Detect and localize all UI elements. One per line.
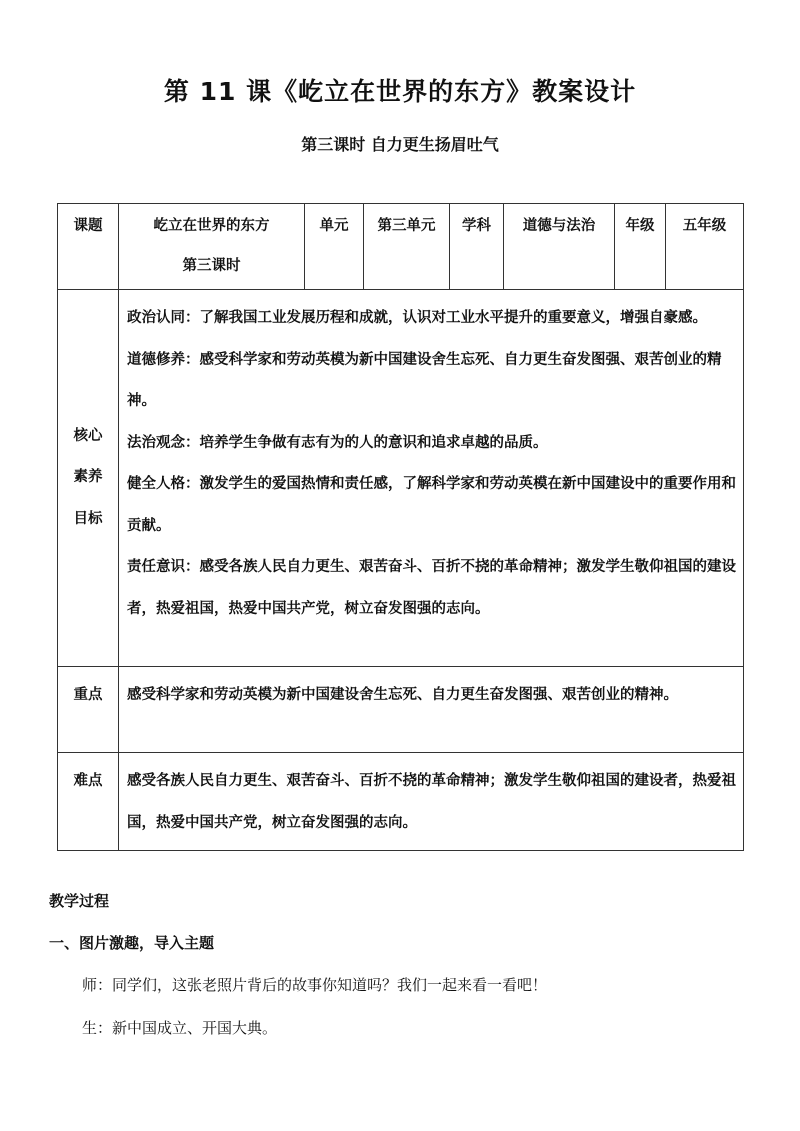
grade-label: 年级 [625,218,655,234]
grade-label-cell [615,204,666,290]
core-label-line2: 素养 [73,469,103,486]
teacher-line: 师：同学们，这张老照片背后的故事你知道吗？我们一起来看一看吧！ [82,976,548,994]
core-literacy-row [58,290,744,667]
goal-sound-personality: 健全人格：激发学生的爱国热情和责任感，了解科学家和劳动英模在新中国建设中的重要作用和贡献。 [127,476,736,534]
key-point-label-cell [58,667,119,753]
course-value-cell [119,204,305,290]
goal-political-identity: 政治认同：了解我国工业发展历程和成就，认识对工业水平提升的重要意义，增强自豪感。 [127,310,707,326]
section-one-title: 一、图片激趣，导入主题 [49,934,215,952]
core-label-line3: 目标 [73,510,103,527]
course-value-line1: 屹立在世界的东方 [153,218,270,234]
course-value-line2: 第三课时 [182,258,241,274]
unit-label-cell [305,204,364,290]
core-label-cell [58,290,119,667]
difficulty-label-cell [58,753,119,851]
key-point-row [58,667,744,753]
difficulty-row [58,753,744,851]
subject-value: 道德与法治 [522,218,596,234]
course-label-cell [58,204,119,290]
student-line: 生：新中国成立、开国大典。 [82,1019,278,1037]
unit-value: 第三单元 [377,218,436,234]
document-subtitle: 第三课时 自力更生扬眉吐气 [301,135,499,154]
lesson-plan-table [57,203,744,851]
grade-value: 五年级 [682,218,727,234]
unit-label: 单元 [319,218,349,234]
difficulty-text: 感受各族人民自力更生、艰苦奋斗、百折不挠的革命精神；激发学生敬仰祖国的建设者，热爱祖国，热爱中国共产党，树立奋发图强的志向。 [127,773,736,831]
key-point-text: 感受科学家和劳动英模为新中国建设舍生忘死、自力更生奋发图强、艰苦创业的精神。 [127,687,678,703]
unit-value-cell [364,204,450,290]
core-goals-cell [119,290,744,667]
subject-label: 学科 [462,218,491,234]
goal-rule-of-law: 法治观念：培养学生争做有志有为的人的意识和追求卓越的品质。 [127,434,548,451]
course-label: 课题 [73,218,103,234]
subject-value-cell [504,204,615,290]
key-point-cell [119,667,744,753]
goal-moral-cultivation: 道德修养：感受科学家和劳动英模为新中国建设舍生忘死、自力更生奋发图强、艰苦创业的精神。 [127,351,722,409]
goal-responsibility: 责任意识：感受各族人民自力更生、艰苦奋斗、百折不挠的革命精神；激发学生敬仰祖国的建设者，热爱祖国，热爱中国共产党，树立奋发图强的志向。 [127,559,736,617]
key-point-label: 重点 [73,687,103,703]
difficulty-cell [119,753,744,851]
subject-label-cell [450,204,504,290]
core-label-line1: 核心 [73,427,103,444]
teaching-process-heading: 教学过程 [49,892,110,910]
header-row [58,204,744,290]
document-title: 第 11 课《屹立在世界的东方》教案设计 [163,77,637,106]
difficulty-label: 难点 [73,773,103,789]
grade-value-cell [666,204,744,290]
